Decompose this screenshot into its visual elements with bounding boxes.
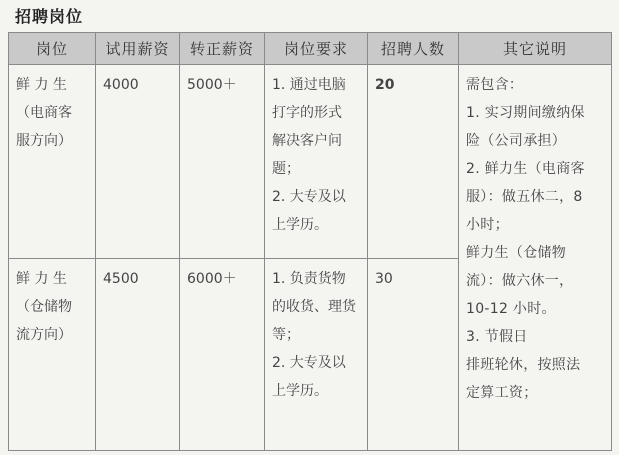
notes-cell	[459, 65, 612, 451]
section-title: 招聘岗位	[15, 7, 84, 26]
note-line: 3. 节假日	[466, 329, 528, 345]
note-line: 流）：做六休一，	[466, 273, 574, 289]
position-cell	[9, 65, 96, 259]
note-line: 2. 鲜力生（电商客	[466, 161, 585, 177]
requirement-line: 打字的形式	[272, 105, 342, 121]
position-line: 鲜 力 生	[16, 271, 67, 287]
trial-salary-cell: 4500	[96, 259, 180, 451]
header-notes: 其它说明	[459, 33, 612, 65]
requirement-line: 题；	[272, 161, 300, 177]
header-requirements: 岗位要求	[265, 33, 368, 65]
position-line: 流方向）	[16, 327, 72, 343]
header-trial-salary: 试用薪资	[96, 33, 180, 65]
position-line: 服方向）	[16, 133, 72, 149]
header-headcount: 招聘人数	[368, 33, 459, 65]
requirements-cell	[265, 259, 368, 451]
note-line: 定算工资；	[466, 385, 538, 401]
header-regular-salary: 转正薪资	[180, 33, 265, 65]
position-line: （仓储物	[16, 299, 72, 315]
note-line: 险（公司承担）	[466, 133, 567, 149]
requirement-line: 1. 通过电脑	[272, 77, 346, 93]
requirement-line: 等；	[272, 327, 300, 343]
note-line: 1. 实习期间缴纳保	[466, 105, 585, 121]
note-line: 排班轮休，按照法	[466, 357, 581, 373]
note-line: 需包含：	[466, 77, 524, 93]
position-line: （电商客	[16, 105, 72, 121]
trial-salary-cell: 4000	[96, 65, 180, 259]
requirement-line: 2. 大专及以	[272, 189, 346, 205]
header-row	[9, 33, 612, 65]
note-line: 鲜力生（仓储物	[466, 245, 567, 261]
regular-salary-cell: 5000＋	[180, 65, 265, 259]
headcount-cell: 20	[368, 65, 459, 259]
note-line: 10-12 小时。	[466, 301, 556, 317]
note-line: 服）：做五休二，8	[466, 189, 583, 205]
requirement-line: 1. 负责货物	[272, 271, 346, 287]
headcount-cell: 30	[368, 259, 459, 451]
header-position: 岗位	[9, 33, 96, 65]
regular-salary-cell: 6000＋	[180, 259, 265, 451]
position-line: 鲜 力 生	[16, 77, 67, 93]
table-row	[9, 65, 612, 259]
requirement-line: 上学历。	[272, 217, 328, 233]
requirement-line: 2. 大专及以	[272, 355, 346, 371]
job-table	[8, 32, 612, 451]
requirement-line: 解决客户问	[272, 133, 342, 149]
requirement-line: 上学历。	[272, 383, 328, 399]
note-line: 小时；	[466, 217, 509, 233]
requirements-cell	[265, 65, 368, 259]
position-cell	[9, 259, 96, 451]
requirement-line: 的收货、理货	[272, 299, 356, 315]
